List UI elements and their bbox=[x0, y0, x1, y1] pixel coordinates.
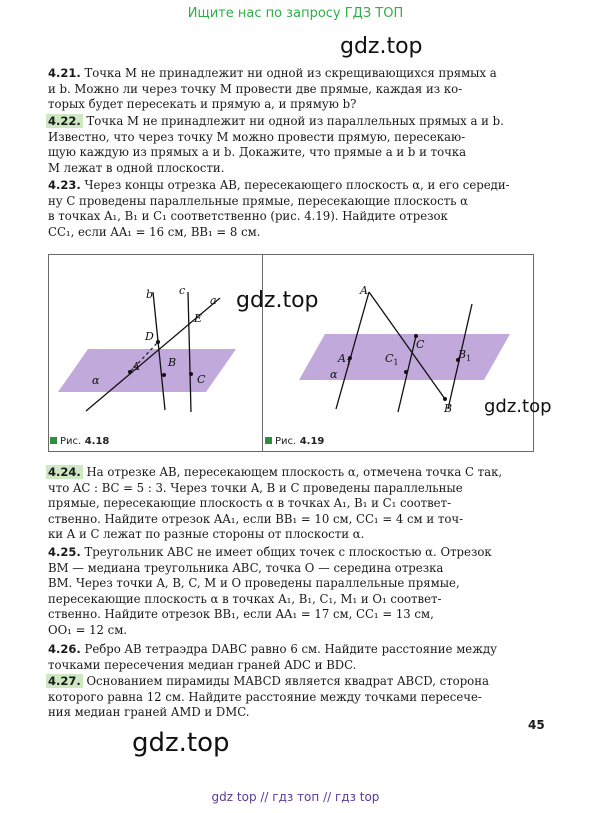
problem-line: Треугольник ABC не имеет общих точек с плоскостью α. Отрезок bbox=[84, 545, 492, 559]
problem-line: Известно, что через точку M можно провести прямую, пересекаю- bbox=[48, 129, 466, 144]
problem-line: щую каждую из прямых a и b. Докажите, что прямые a и b и точка bbox=[48, 145, 467, 160]
problem-4-26 bbox=[48, 642, 544, 673]
problem-number: 4.25. bbox=[48, 545, 81, 559]
problem-line: прямые, пересекающие плоскость α в точках A₁, B₁ и C₁ соответ- bbox=[48, 496, 452, 511]
caption-fig-4-18: Рис. 4.18 bbox=[50, 436, 109, 447]
problem-number: 4.23. bbox=[48, 178, 81, 192]
label-B: B bbox=[168, 356, 177, 369]
label-B: B bbox=[444, 402, 453, 415]
top-banner[interactable]: Ищите нас по запросу ГДЗ ТОП bbox=[187, 6, 404, 21]
point-D bbox=[156, 340, 160, 344]
problem-line: пересекающие плоскость α в точках A₁, B₁, C₁, M₁ и O₁ соответ- bbox=[48, 591, 442, 606]
label-alpha-2: α bbox=[330, 368, 338, 381]
problem-line: в точках A₁, B₁ и C₁ соответственно (рис. 4.19). Найдите отрезок bbox=[48, 209, 448, 224]
problem-number: 4.26. bbox=[48, 642, 81, 656]
watermark-top: gdz.top bbox=[340, 34, 423, 59]
problem-line: Точка M не принадлежит ни одной из скрещивающихся прямых a bbox=[84, 66, 497, 80]
watermark-figure: gdz.top bbox=[236, 288, 319, 313]
problem-line: M лежат в одной плоскости. bbox=[48, 160, 225, 175]
problem-line: ки A и C лежат по разные стороны от плоскости α. bbox=[48, 527, 365, 542]
caption-square-icon bbox=[50, 437, 57, 444]
label-a: a bbox=[210, 294, 217, 307]
problem-4-24 bbox=[48, 465, 544, 543]
problem-line: Ребро AB тетраэдра DABC равно 6 см. Найдите расстояние между bbox=[84, 642, 498, 656]
bottom-links[interactable]: gdz top // гдз топ // гдз top bbox=[211, 790, 380, 804]
label-C1: $C_1$ bbox=[385, 352, 399, 367]
problem-line: CC₁, если AA₁ = 16 см, BB₁ = 8 см. bbox=[48, 224, 261, 239]
plane-alpha bbox=[58, 349, 236, 392]
label-A: A bbox=[132, 360, 140, 373]
problem-line: Точка M не принадлежит ни одной из параллельных прямых a и b. bbox=[86, 114, 504, 128]
problem-4-27 bbox=[48, 674, 544, 721]
label-b: b bbox=[146, 288, 154, 301]
problem-number: 4.24. bbox=[48, 465, 81, 479]
watermark-bottom: gdz.top bbox=[132, 728, 230, 758]
watermark-right: gdz.top bbox=[484, 396, 552, 417]
problem-4-23 bbox=[48, 178, 544, 240]
problem-line: торых будет пересекать и прямую a, и прямую b? bbox=[48, 97, 357, 112]
page-number: 45 bbox=[528, 718, 545, 732]
figure-4-18 bbox=[48, 254, 533, 451]
point-C1 bbox=[404, 370, 408, 374]
problem-line: На отрезке AB, пересекающем плоскость α, отмечена точка C так, bbox=[86, 465, 503, 479]
point-C bbox=[189, 372, 193, 376]
label-B1: $B_1$ bbox=[458, 348, 472, 363]
problem-line: BM — медиана треугольника ABC, точка O — середина отрезка bbox=[48, 560, 444, 575]
problem-line: точками пересечения медиан граней ADC и BDC. bbox=[48, 657, 357, 672]
problem-line: ния медиан граней AMD и DMC. bbox=[48, 705, 250, 720]
caption-square-icon bbox=[265, 437, 272, 444]
problem-line: ственно. Найдите отрезок AA₁, если BB₁ = 10 см, CC₁ = 4 см и точ- bbox=[48, 511, 464, 526]
label-A: A bbox=[360, 284, 368, 297]
problem-number: 4.22. bbox=[48, 114, 81, 128]
problem-line: которого равна 12 см. Найдите расстояние между точками пересече- bbox=[48, 689, 482, 704]
label-c: c bbox=[179, 284, 186, 297]
point-B bbox=[443, 397, 447, 401]
label-C: C bbox=[197, 373, 206, 386]
caption-fig-4-19: Рис. 4.19 bbox=[265, 436, 324, 447]
problem-line: что AC : BC = 5 : 3. Через точки A, B и C проведены параллельные bbox=[48, 480, 463, 495]
problem-line: и b. Можно ли через точку M провести две прямые, каждая из ко- bbox=[48, 81, 463, 96]
problem-line: ственно. Найдите отрезок BB₁, если AA₁ = 17 см, CC₁ = 13 см, bbox=[48, 607, 434, 622]
label-A1: $A_1$ bbox=[338, 352, 352, 367]
problem-number: 4.27. bbox=[48, 674, 81, 688]
problem-4-25 bbox=[48, 545, 544, 639]
problem-line: OO₁ = 12 см. bbox=[48, 622, 128, 637]
problem-4-22 bbox=[48, 114, 544, 176]
problem-line: Основанием пирамиды MABCD является квадрат ABCD, сторона bbox=[86, 674, 489, 688]
point-B bbox=[162, 373, 166, 377]
problem-line: BM. Через точки A, B, C, M и O проведены параллельные прямые, bbox=[48, 576, 460, 591]
label-D: D bbox=[145, 330, 154, 343]
problem-4-21 bbox=[48, 66, 544, 113]
label-E: E bbox=[194, 312, 203, 325]
label-alpha: α bbox=[92, 374, 100, 387]
problem-line: ну C проведены параллельные прямые, пересекающие плоскость α bbox=[48, 193, 469, 208]
problem-line: Через концы отрезка AB, пересекающего плоскость α, и его середи- bbox=[84, 178, 510, 192]
label-C: C bbox=[416, 338, 425, 351]
problem-number: 4.21. bbox=[48, 66, 81, 80]
